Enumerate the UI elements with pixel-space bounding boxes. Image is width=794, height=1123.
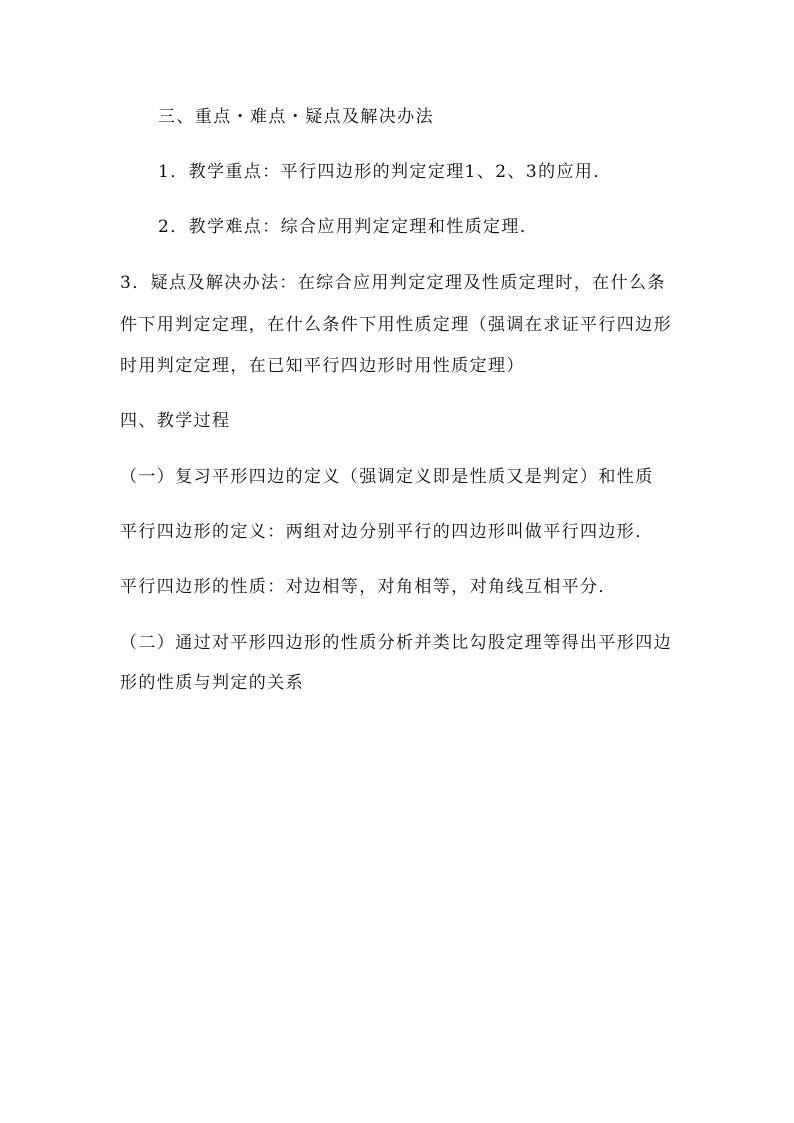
teaching-difficulty-item: 2．教学难点：综合应用判定定理和性质定理．	[158, 217, 539, 237]
doubt-solution-line-2: 件下用判定定理，在什么条件下用性质定理（强调在求证平行四边形	[120, 315, 672, 335]
doubt-solution-line-1: 3．疑点及解决办法：在综合应用判定定理及性质定理时，在什么条	[120, 273, 666, 293]
parallelogram-definition: 平行四边形的定义：两组对边分别平行的四边形叫做平行四边形．	[120, 522, 654, 542]
teaching-focus-item: 1．教学重点：平行四边形的判定定理1、2、3的应用．	[158, 162, 612, 182]
review-definition-heading: （一）复习平形四边的定义（强调定义即是性质又是判定）和性质	[120, 467, 654, 487]
doubt-solution-line-3: 时用判定定理，在已知平行四边形时用性质定理）	[120, 356, 525, 376]
analysis-heading-line-1: （二）通过对平形四边形的性质分析并类比勾股定理等得出平形四边	[120, 633, 672, 653]
parallelogram-property: 平行四边形的性质：对边相等，对角相等，对角线互相平分．	[120, 577, 617, 597]
section-4-heading: 四、教学过程	[120, 411, 231, 431]
analysis-heading-line-2: 形的性质与判定的关系	[120, 673, 304, 693]
section-3-heading: 三、重点・难点・疑点及解决办法	[158, 107, 434, 127]
